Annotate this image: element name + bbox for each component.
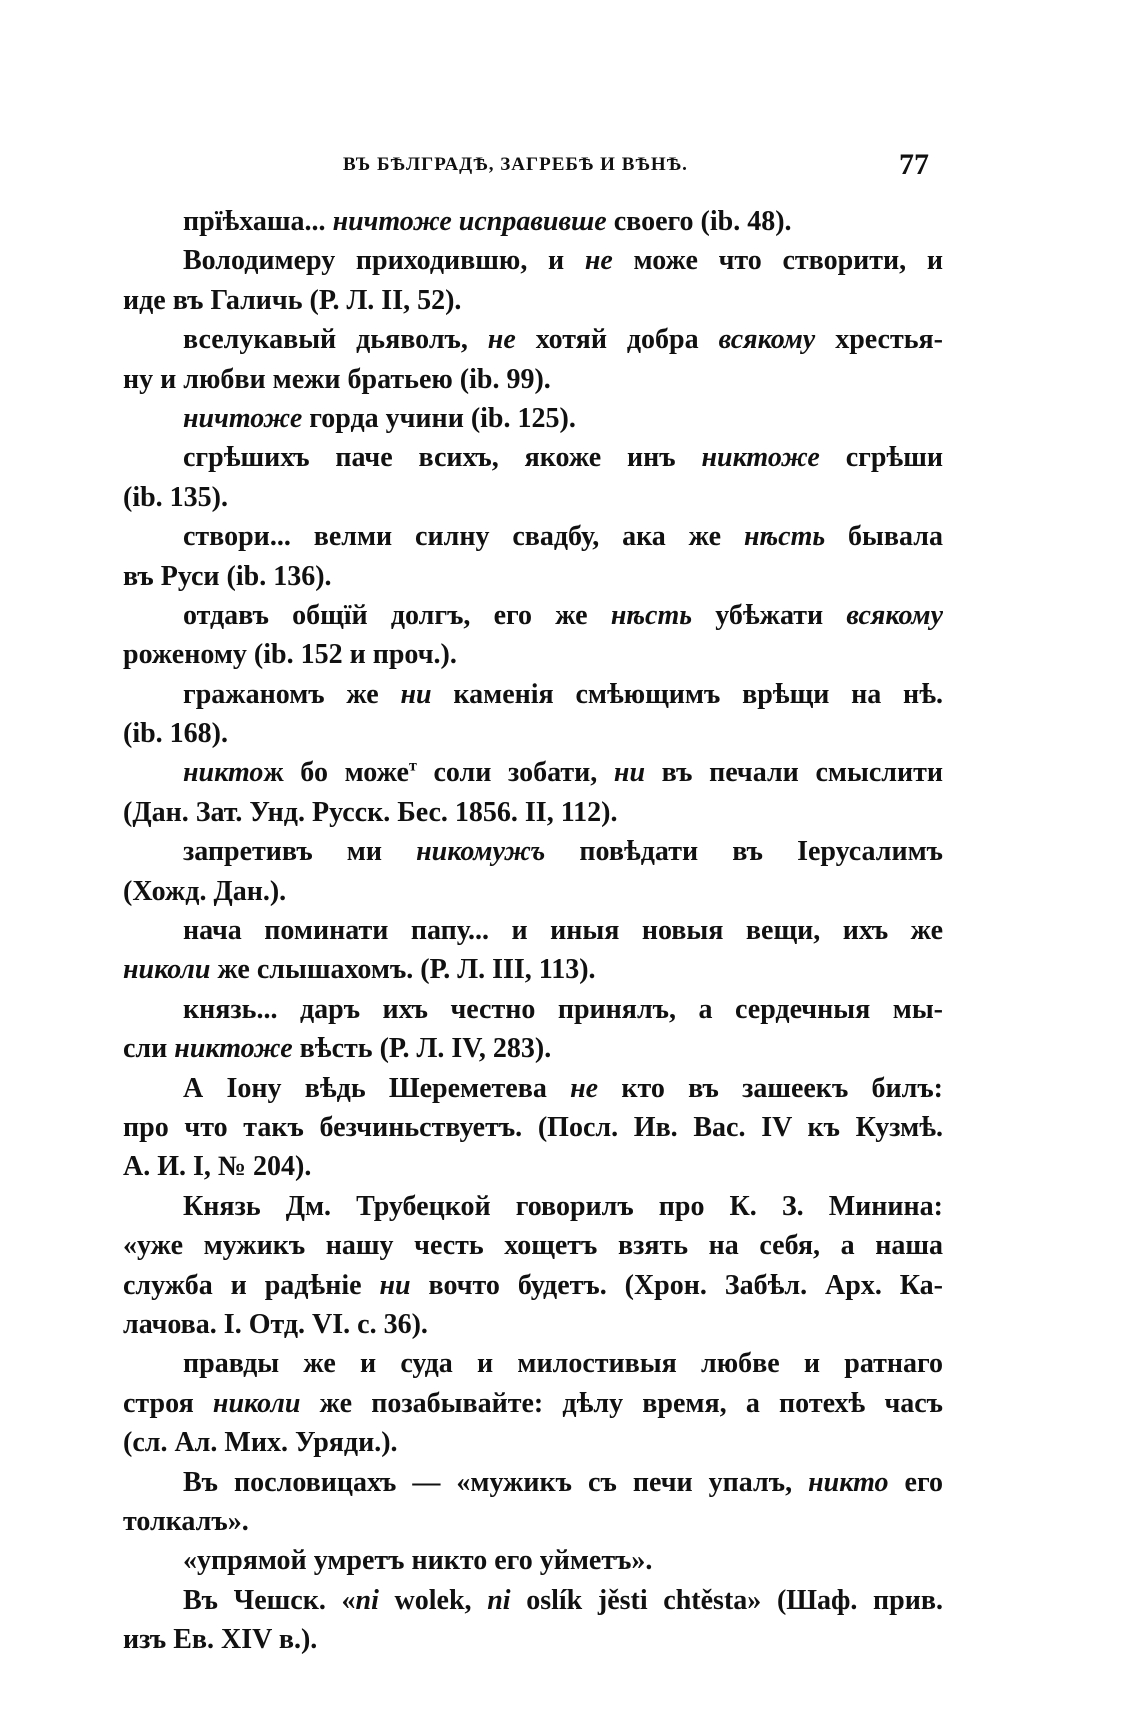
text-line	[123, 360, 943, 399]
text-line	[123, 714, 943, 753]
text-line	[123, 399, 943, 438]
line-text: прїѣхаша...	[183, 206, 333, 237]
italic-text: не	[570, 1072, 599, 1104]
line-text: т	[408, 758, 417, 776]
running-title: ВЪ БѢЛГРАДѢ, ЗАГРЕБѢ И ВѢНѢ.	[343, 154, 688, 175]
line-text: лачова. I. Отд. VI. с. 36).	[123, 1308, 428, 1340]
italic-text: нѣсть	[610, 599, 693, 631]
line-text: Въ Чешск. «	[183, 1584, 356, 1616]
italic-text: ni	[487, 1584, 511, 1616]
text-line	[123, 1069, 943, 1108]
text-line	[123, 1541, 943, 1580]
text-line	[123, 1305, 943, 1344]
line-text: сли	[123, 1033, 175, 1065]
italic-text: ничтоже	[183, 402, 303, 434]
line-text: правды же и суда и милостивыя любве и ратнаго	[183, 1348, 943, 1380]
line-text: нача поминати папу... и иныя новыя вещи, ихъ же	[183, 915, 943, 947]
italic-text: николи	[123, 954, 211, 986]
line-text: А Іону вѣдь Шереметева	[183, 1072, 571, 1104]
running-head	[0, 148, 1140, 188]
italic-text: ni	[355, 1584, 379, 1616]
line-text: роженому (ib. 152 и проч.).	[123, 639, 457, 671]
line-text: соли зобати,	[416, 757, 614, 789]
line-text: (Хожд. Дан.).	[123, 875, 287, 907]
text-line	[123, 1266, 943, 1305]
line-text: вѣсть (Р. Л. IV, 283).	[292, 1033, 552, 1065]
text-line	[123, 1187, 943, 1226]
line-text: въ Руси (ib. 136).	[123, 560, 332, 592]
line-text: ну и любви межи братьею (ib. 99).	[123, 363, 551, 395]
line-text: ж бо може	[263, 757, 409, 789]
italic-text: ни	[613, 757, 646, 789]
line-text: вочто будетъ. (Хрон. Забѣл. Арх. Ка-	[410, 1269, 943, 1301]
text-line	[123, 793, 943, 832]
line-text: своего (ib. 48).	[606, 206, 792, 237]
italic-text: никто	[808, 1466, 889, 1498]
text-line	[123, 557, 943, 596]
line-text: сгрѣшихъ паче всихъ, якоже инъ	[183, 442, 702, 474]
italic-text: всякому	[718, 324, 816, 356]
text-line	[123, 320, 943, 359]
line-text: отдавъ общїй долгъ, его же	[183, 599, 611, 631]
text-line	[123, 1226, 943, 1265]
line-text: строя	[123, 1387, 213, 1419]
italic-text: не	[487, 324, 516, 356]
italic-text: никтоже	[701, 442, 820, 474]
line-text: его	[888, 1466, 943, 1498]
line-text: же позабывайте: дѣлу время, а потехѣ часъ	[300, 1387, 943, 1419]
line-text: каменія смѣющимъ врѣщи на нѣ.	[431, 678, 943, 710]
text-line	[123, 872, 943, 911]
line-text: хотяй добра	[515, 324, 719, 356]
italic-text: ничтоже исправивше	[332, 206, 607, 237]
text-line	[123, 1147, 943, 1186]
text-line	[123, 1344, 943, 1383]
line-text: вселукавый дьяволъ,	[183, 324, 488, 356]
text-line	[123, 950, 943, 989]
line-text: въ печали смыслити	[645, 757, 943, 789]
text-line	[123, 1581, 943, 1620]
text-line	[123, 635, 943, 674]
line-text: толкалъ».	[123, 1505, 249, 1537]
text-line	[123, 675, 943, 714]
line-text: (сл. Ал. Мих. Уряди.).	[123, 1427, 398, 1459]
line-text: служба и радѣніе	[123, 1269, 380, 1301]
line-text: иде въ Галичь (Р. Л. II, 52).	[123, 284, 462, 316]
italic-text: ни	[400, 678, 432, 710]
line-text: «упрямой умретъ никто его уйметъ».	[183, 1545, 653, 1577]
line-text: Въ пословицахъ — «мужикъ съ печи упалъ,	[183, 1466, 809, 1498]
line-text: А. И. I, № 204).	[123, 1151, 312, 1183]
line-text: Князь Дм. Трубецкой говорилъ про К. З. Минина:	[183, 1190, 943, 1222]
italic-text: нѣсть	[743, 521, 826, 553]
line-text: може что створити, и	[612, 245, 943, 277]
text-line	[123, 596, 943, 635]
text-line	[123, 478, 943, 517]
text-line	[123, 753, 943, 792]
text-line	[123, 438, 943, 477]
line-text: oslík jěsti chtěsta» (Шаф. прив.	[510, 1584, 943, 1616]
italic-text: николи	[212, 1387, 301, 1419]
text-line	[123, 911, 943, 950]
italic-text: никтоже	[174, 1033, 293, 1065]
text-line	[123, 1108, 943, 1147]
line-text: же слышахомъ. (Р. Л. III, 113).	[210, 954, 596, 986]
line-text: убѣжати	[692, 599, 847, 631]
line-text: хрестья-	[815, 324, 943, 356]
line-text: запретивъ ми	[183, 836, 417, 868]
text-line	[123, 241, 943, 280]
line-text: повѣдати въ Іерусалимъ	[545, 836, 943, 868]
page-number: 77	[899, 148, 929, 181]
text-line	[123, 1029, 943, 1068]
line-text: гражаномъ же	[183, 678, 401, 710]
italic-text: никомужъ	[416, 836, 546, 868]
line-text: кто въ зашеекъ билъ:	[598, 1072, 943, 1104]
line-text: князь... даръ ихъ честно принялъ, а сердечныя мы-	[183, 993, 943, 1025]
text-line	[123, 1384, 943, 1423]
line-text: горда учини (ib. 125).	[302, 402, 576, 434]
text-line	[123, 832, 943, 871]
text-line	[123, 202, 943, 241]
italic-text: всякому	[846, 599, 943, 631]
line-text: (Дан. Зат. Унд. Русск. Бес. 1856. II, 112).	[123, 796, 618, 828]
line-text: про что такъ безчиньствуетъ. (Посл. Ив. Вас. IV къ Кузмѣ.	[123, 1111, 943, 1143]
line-text: створи... велми силну свадбу, ака же	[183, 521, 744, 553]
text-line	[123, 1463, 943, 1502]
text-line	[123, 1502, 943, 1541]
text-line	[123, 1620, 943, 1659]
text-line	[123, 517, 943, 556]
line-text: Володимеру приходившю, и	[183, 245, 585, 277]
italic-text: не	[584, 245, 613, 277]
line-text: сгрѣши	[819, 442, 943, 474]
text-body	[123, 202, 943, 1659]
line-text: бывала	[825, 521, 943, 553]
line-text: wolek,	[378, 1584, 488, 1616]
line-text: изъ Ев. XIV в.).	[123, 1624, 318, 1656]
italic-text: никто	[183, 757, 264, 789]
italic-text: ни	[379, 1269, 411, 1301]
text-line	[123, 990, 943, 1029]
line-text: (ib. 168).	[123, 718, 228, 750]
line-text: (ib. 135).	[123, 481, 228, 513]
text-line	[123, 1423, 943, 1462]
line-text: «уже мужикъ нашу честь хощетъ взять на себя, а наша	[123, 1230, 943, 1262]
text-line	[123, 281, 943, 320]
